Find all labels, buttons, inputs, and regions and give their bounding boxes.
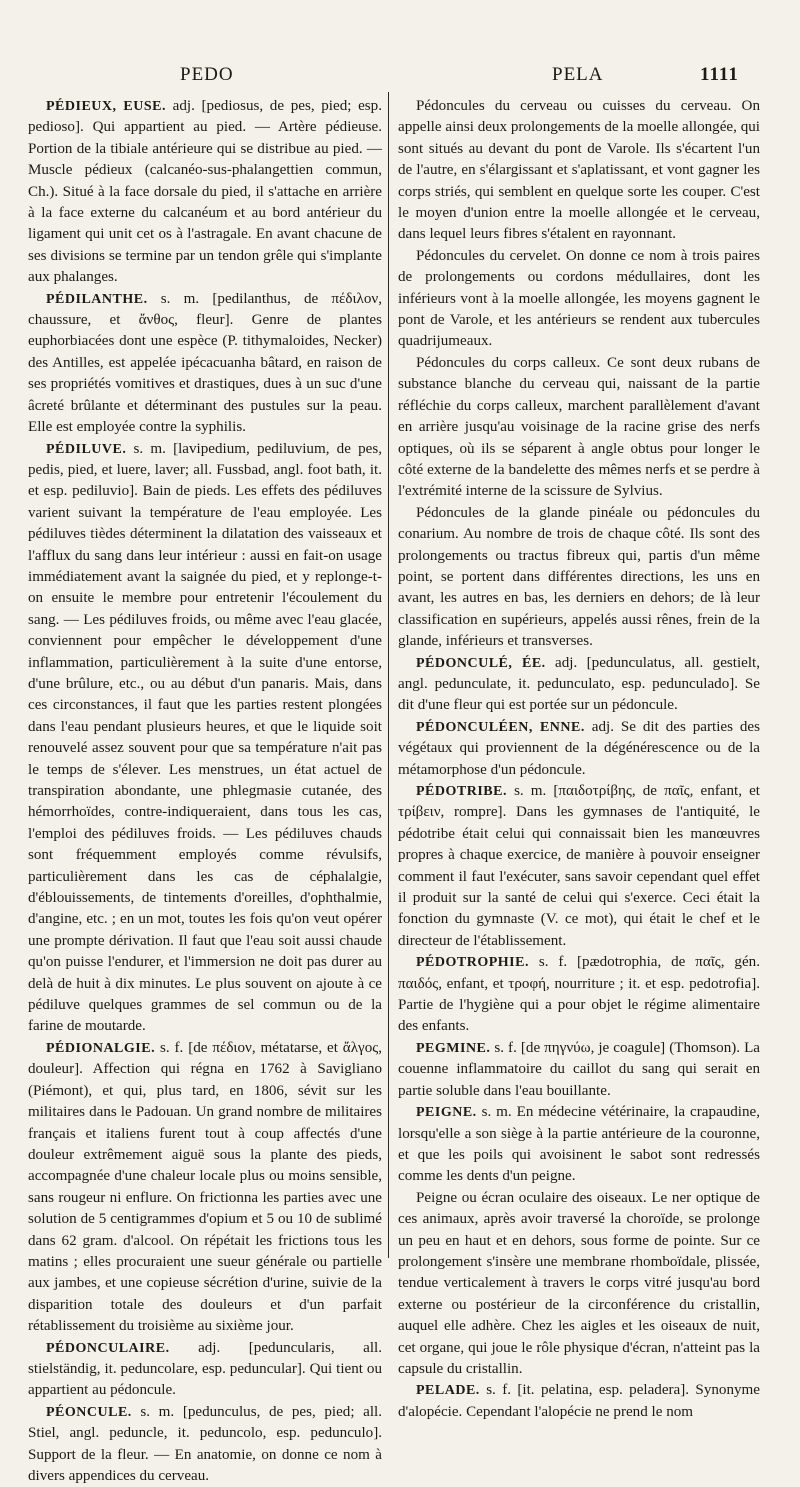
entry-pedoncules-cerveau [398, 96, 760, 246]
entry-text: s. f. [de πηγνύω, je coagule] (Thomson). La couenne inflammatoire du caillot du sang qui serait en partie soluble dans l'eau bouillante. [398, 1039, 760, 1099]
headword: PÉDONCULÉEN, ENNE. [416, 719, 585, 735]
headword: PEGMINE. [416, 1040, 491, 1056]
entry-peoncule [28, 1402, 382, 1487]
headword: PÉDILUVE. [46, 441, 127, 457]
headword: PÉDILANTHE. [46, 291, 148, 307]
headword: PÉDOTRIBE. [416, 784, 507, 799]
entry-text: s. m. [παιδοτρίβης, de παῖς, enfant, et τρίβειν, rompre]. Dans les gymnases de l'antiquité, le pédotribe était celui qui connaissait bien les manœuvres propres à chaque exercice, de manière à pouvoir enseigner comment il faut l'exécuter, sans savoir cependant quel effet il produit sur la santé de celui qui s'exerce. Ceci était la fonction du gymnaste (V. ce mot), qui était le chef et le directeur de l'établissement. [398, 783, 760, 949]
running-head-center: PELA [552, 64, 604, 85]
entry-text: Peigne ou écran oculaire des oiseaux. Le ner optique de ces animaux, après avoir traversé la choroïde, se prolonge un peu en haut et en dehors, sous forme de pointe. Sur ce prolongement s'insère une membrane rhomboïdale, plissée, tendue verticalement à travers le corps vitré jusqu'au bord externe ou postérieur de la circonférence du cristallin, auquel elle adhère. Chez les aigles et les oiseaux de nuit, cet organe, qui joue le rôle physique d'écran, n'atteint pas la capsule du cristallin. [398, 1189, 760, 1377]
entry-text: adj. [pedunculatus, all. gestielt, angl. pedunculate, it. pedunculato, esp. pedunculado]. Se dit d'une fleur qui est portée sur un pédoncule. [398, 654, 761, 714]
entry-pedieux [28, 96, 382, 289]
entry-pediluve [28, 439, 382, 1038]
entry-text: s. f. [pædotrophia, de παῖς, gén. παιδός, enfant, et τροφή, nourriture ; it. et esp. pedotrofia]. Partie de l'hygiène qui a pour objet le régime alimentaire des enfants. [398, 954, 760, 1035]
headword: PEIGNE. [416, 1105, 477, 1121]
entry-pedonculaire [28, 1338, 382, 1402]
entry-text: Pédoncules de la glande pinéale ou pédoncules du conarium. Au nombre de trois de chaque côté. Ils sont des prolongements ou tractus fibreux qui, partis d'un même point, se portent dans différentes directions, les uns en avant, les autres en bas, les derniers en dehors; de là leur classification en supérieurs, appelés aussi rênes, frein de la glande, inférieurs et transverses. [398, 504, 760, 650]
running-head-left: PEDO [180, 64, 234, 85]
page-number: 1111 [700, 64, 739, 85]
headword: PÉDIEUX, EUSE. [46, 99, 166, 114]
entry-pedotrophie [398, 952, 760, 1038]
entry-pedionalgie [28, 1038, 382, 1338]
headword: PÉDIONALGIE. [46, 1040, 156, 1056]
entry-text: s. f. [de πέδιον, métatarse, et ἄλγος, douleur]. Affection qui régna en 1762 à Savigliano (Piémont), et qui, plus tard, en 1806, sévit sur les militaires dans le Padouan. Un grand nombre de militaires français et italiens furent tout à coup affectés d'une douleur extrêmement aiguë sous la plante des pieds, accompagnée d'une chaleur locale plus ou moins sensible, sans rougeur ni enflure. On frictionna les parties avec une solution de 5 centigrammes d'opium et 5 ou 10 de sublimé dans 62 gram. d'alcool. On répétait les frictions tous les matins ; elles procuraient une sueur générale ou partielle aux jambes, et une copieuse sécrétion d'urine, suivie de la disparition totale des douleurs et d'un parfait rétablissement du troisième au sixième jour. [28, 1039, 382, 1335]
entry-pegmine [398, 1038, 760, 1102]
entry-peigne [398, 1102, 760, 1188]
left-column [28, 96, 383, 1484]
entry-text: Pédoncules du cerveau ou cuisses du cerveau. On appelle ainsi deux prolongements de la moelle allongée, qui sont situés au devant du pont de Varole. Ils s'écartent l'un de l'autre, en s'élargissant et s'aplatissant, et vont gagner les corps striés, qui semblent en quelque sorte les couper. C'est le moyen d'union entre la moelle allongée et le cerveau, dans lequel leurs fibres s'étalent en rayonnant. [398, 98, 760, 243]
headword: PÉDONCULÉ, ÉE. [416, 655, 546, 671]
entry-text: adj. [peduncularis, all. stielständig, it. peduncolare, esp. peduncular]. Qui tient ou appartient au pédoncule. [28, 1339, 382, 1399]
entry-peigne-oiseaux [398, 1188, 760, 1381]
entry-pedoncule [398, 653, 760, 717]
headword: PELADE. [416, 1383, 480, 1399]
entry-pedoncules-glande-pineale [398, 503, 760, 653]
entry-text: s. m. En médecine vétérinaire, la crapaudine, lorsqu'elle a son siège à la partie antérieure de la couronne, et que les poils qui avoisinent le sabot sont redressés comme les dents d'un peigne. [398, 1104, 761, 1185]
entry-text: adj. [pediosus, de pes, pied; esp. pedioso]. Qui appartient au pied. — Artère pédieuse. Portion de la tibiale antérieure qui se distribue au pied. — Muscle pédieux (calcanéo-sus-phalangettien commun, Ch.). Situé à la face dorsale du pied, il s'attache en arrière à la face externe du calcanéum et au bord antérieur du ligament qui unit cet os à l'astragale. En avant chacune de ses divisions se termine par un tendon grêle qui s'implante aux phalanges. [28, 98, 382, 286]
headword: PÉDONCULAIRE. [46, 1340, 170, 1356]
right-column [398, 96, 761, 1420]
entry-pedonculeen [398, 717, 760, 781]
entry-pedoncules-cervelet [398, 246, 760, 353]
entry-text: s. m. [lavipedium, pediluvium, de pes, pedis, pied, et luere, laver; all. Fussbad, angl. foot bath, it. et esp. pediluvio]. Bain de pieds. Les effets des pédiluves varient suivant la température de l'eau employée. Les pédiluves tièdes déterminent la dilatation des vaisseaux et l'afflux du sang dans leur intérieur : aussi en fait-on usage immédiatement avant la saignée du pied, et y replonge-t-on ensuite le membre pour entretenir l'écoulement du sang. — Les pédiluves froids, ou même avec l'eau glacée, conviennent pour empêcher le développement d'une inflammation, particulièrement à la suite d'une entorse, d'une brûlure, etc., ou au début d'un panaris. Mais, dans ces circonstances, il faut que les parties restent plongées dans l'eau pendant plusieurs heures, et que le liquide soit renouvelé assez souvent pour que sa température n'ait pas le temps de s'élever. Les menstrues, un état actuel de transpiration abondante, une phlegmasie cutanée, des hémorrhoïdes, contre-indiqueraient, dans tous les cas, l'emploi des pédiluves froids. — Les pédiluves chauds sont fréquemment employés comme révulsifs, particulièrement dans les cas de céphalalgie, d'éblouissements, de tintements d'oreilles, d'ophthalmie, d'angine, etc. ; en un mot, toutes les fois qu'on veut opérer une prompte dérivation. Il faut que l'eau soit aussi chaude qu'on puisse l'endurer, et l'immersion ne doit pas durer au delà de huit à dix minutes. Le plus souvent on ajoute à ce pédiluve quelques grammes de sel commun ou de la farine de moutarde. [28, 440, 382, 1035]
entry-pedotribe [398, 781, 760, 952]
entry-text: s. m. [pedilanthus, de πέδιλον, chaussure, et ἄνθος, fleur]. Genre de plantes euphorbiacées dont une espèce (P. tithymaloides, Necker) des Antilles, est appelée ipécacuanha bâtard, en raison de ses propriétés vomitives et drastiques, dues à un suc d'une âcreté brûlante et déterminant des pustules sur la peau. Elle est employée contre la syphilis. [28, 290, 383, 436]
entry-pedoncules-corps-calleux [398, 353, 760, 503]
column-divider [388, 92, 389, 1258]
entry-text: adj. Se dit des parties des végétaux qui proviennent de la dégénérescence ou de la métamorphose d'un pédoncule. [398, 718, 760, 778]
entry-pelade [398, 1380, 760, 1423]
entry-text: Pédoncules du corps calleux. Ce sont deux rubans de substance blanche du cerveau qui, naissant de la partie réfléchie du corps calleux, marchent parallèlement d'avant en arrière jusqu'au voisinage de la racine grise des nerfs optiques, où ils se séparent à angle obtus pour longer le côté externe de la bandelette des mêmes nerfs et se perdre à l'extrémité interne de la scissure de Sylvius. [398, 354, 760, 500]
entry-text: Pédoncules du cervelet. On donne ce nom à trois paires de prolongements ou cordons médullaires, dont les inférieurs vont à la moelle allongée, les moyens gagnent le pont de Varole, et les antérieurs se rendent aux tubercules quadrijumeaux. [398, 247, 760, 350]
entry-text: s. f. [it. pelatina, esp. peladera]. Synonyme d'alopécie. Cependant l'alopécie ne prend le nom [398, 1382, 760, 1420]
headword: PÉONCULE. [46, 1404, 132, 1420]
entry-text: s. m. [pedunculus, de pes, pied; all. Stiel, angl. peduncle, it. peduncolo, esp. pedunculo]. Support de la fleur. — En anatomie, on donne ce nom à divers appendices du cerveau. [28, 1403, 382, 1484]
entry-pedilanthe [28, 289, 382, 439]
headword: PÉDOTROPHIE. [416, 955, 529, 971]
